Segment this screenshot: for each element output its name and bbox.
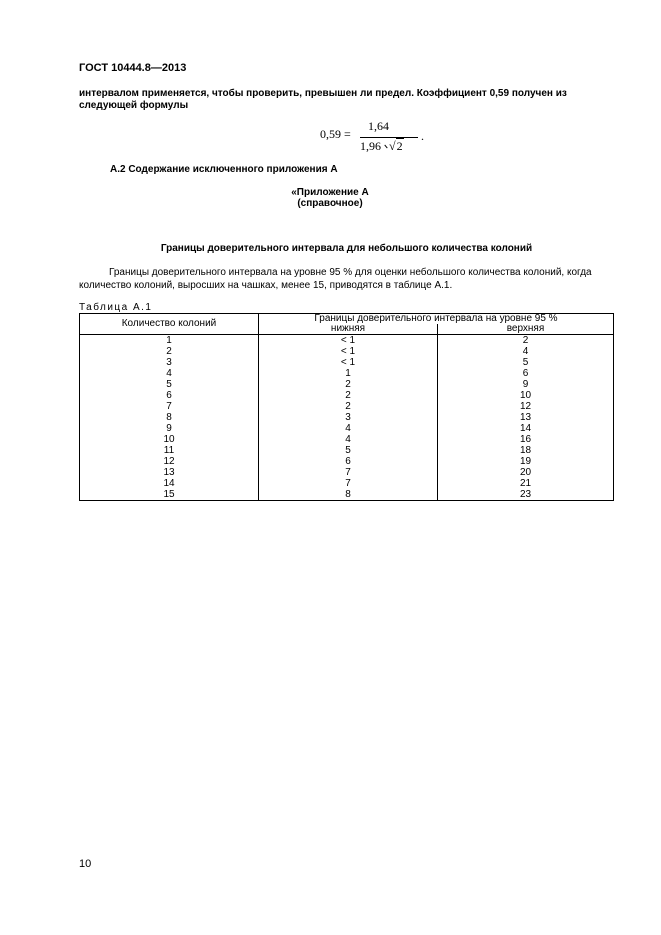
table-row (80, 346, 614, 357)
annex-title-block (200, 187, 460, 209)
cell-lower: 4 (259, 434, 438, 445)
cell-colonies: 1 (80, 335, 259, 347)
data-table (79, 313, 614, 501)
annex-subtitle: (справочное) (297, 198, 363, 209)
cell-colonies: 12 (80, 456, 259, 467)
cell-upper: 9 (438, 379, 614, 390)
col-header-upper: верхняя (438, 324, 614, 335)
cell-upper: 4 (438, 346, 614, 357)
section-heading: А.2 Содержание исключенного приложения А (110, 164, 338, 175)
cell-upper: 6 (438, 368, 614, 379)
table-row (80, 357, 614, 368)
cell-lower: 2 (259, 379, 438, 390)
table-row (80, 335, 614, 347)
formula-end: . (421, 129, 424, 143)
formula-numerator: 1,64 (368, 119, 389, 133)
table-row (80, 478, 614, 489)
cell-colonies: 9 (80, 423, 259, 434)
cell-colonies: 10 (80, 434, 259, 445)
table-row (80, 412, 614, 423)
formula-lhs: 0,59 = (320, 127, 351, 141)
table-section-title: Границы доверительного интервала для небольшого количества колоний (160, 243, 533, 254)
table-row (80, 401, 614, 412)
cell-colonies: 15 (80, 489, 259, 501)
page-number: 10 (79, 858, 92, 870)
formula-denominator (360, 139, 404, 154)
paragraph-text: Границы доверительного интервала на уровне 95 % для оценки небольшого количества колоний, когда количество колоний, выросших на чашках, менее 15, приводятся в таблице А.1. (79, 267, 592, 291)
table-section-paragraph (79, 266, 614, 292)
cell-lower: 3 (259, 412, 438, 423)
cell-upper: 12 (438, 401, 614, 412)
cell-lower: 8 (259, 489, 438, 501)
table-row (80, 489, 614, 501)
cell-lower: 5 (259, 445, 438, 456)
cell-upper: 16 (438, 434, 614, 445)
cell-colonies: 3 (80, 357, 259, 368)
cell-upper: 19 (438, 456, 614, 467)
cell-lower: < 1 (259, 346, 438, 357)
cell-lower: 2 (259, 390, 438, 401)
cell-colonies: 13 (80, 467, 259, 478)
cell-lower: 7 (259, 478, 438, 489)
cell-colonies: 5 (80, 379, 259, 390)
formula (320, 119, 430, 159)
cell-lower: < 1 (259, 335, 438, 347)
table-row (80, 456, 614, 467)
formula-radicand: 2 (396, 139, 403, 153)
cell-colonies: 4 (80, 368, 259, 379)
cell-lower: 1 (259, 368, 438, 379)
col-header-colonies: Количество колоний (80, 314, 259, 335)
sqrt-icon: √2 (386, 139, 404, 154)
intro-paragraph: интервалом применяется, чтобы проверить, превышен ли предел. Коэффициент 0,59 получен из следующей формулы (79, 88, 567, 111)
col-header-group: Границы доверительного интервала на уровне 95 % (259, 314, 614, 325)
col-header-lower: нижняя (259, 324, 438, 335)
cell-colonies: 6 (80, 390, 259, 401)
cell-colonies: 2 (80, 346, 259, 357)
cell-lower: 2 (259, 401, 438, 412)
cell-upper: 23 (438, 489, 614, 501)
cell-upper: 14 (438, 423, 614, 434)
fraction-bar (360, 137, 418, 138)
cell-lower: 6 (259, 456, 438, 467)
cell-colonies: 7 (80, 401, 259, 412)
cell-upper: 10 (438, 390, 614, 401)
cell-colonies: 11 (80, 445, 259, 456)
cell-colonies: 14 (80, 478, 259, 489)
cell-lower: 4 (259, 423, 438, 434)
table-row (80, 445, 614, 456)
cell-upper: 2 (438, 335, 614, 347)
table-row (80, 423, 614, 434)
table-row (80, 467, 614, 478)
cell-colonies: 8 (80, 412, 259, 423)
cell-lower: 7 (259, 467, 438, 478)
table-row (80, 368, 614, 379)
cell-upper: 13 (438, 412, 614, 423)
cell-upper: 21 (438, 478, 614, 489)
table-body (80, 335, 614, 501)
table-row (80, 390, 614, 401)
annex-title: «Приложение А (291, 187, 369, 198)
table-label: Таблица А.1 (79, 302, 153, 313)
formula-denominator-coef: 1,96 (360, 139, 381, 153)
table-row (80, 379, 614, 390)
cell-upper: 5 (438, 357, 614, 368)
cell-upper: 20 (438, 467, 614, 478)
document-header: ГОСТ 10444.8—2013 (79, 62, 187, 74)
cell-lower: < 1 (259, 357, 438, 368)
table-row (80, 434, 614, 445)
cell-upper: 18 (438, 445, 614, 456)
